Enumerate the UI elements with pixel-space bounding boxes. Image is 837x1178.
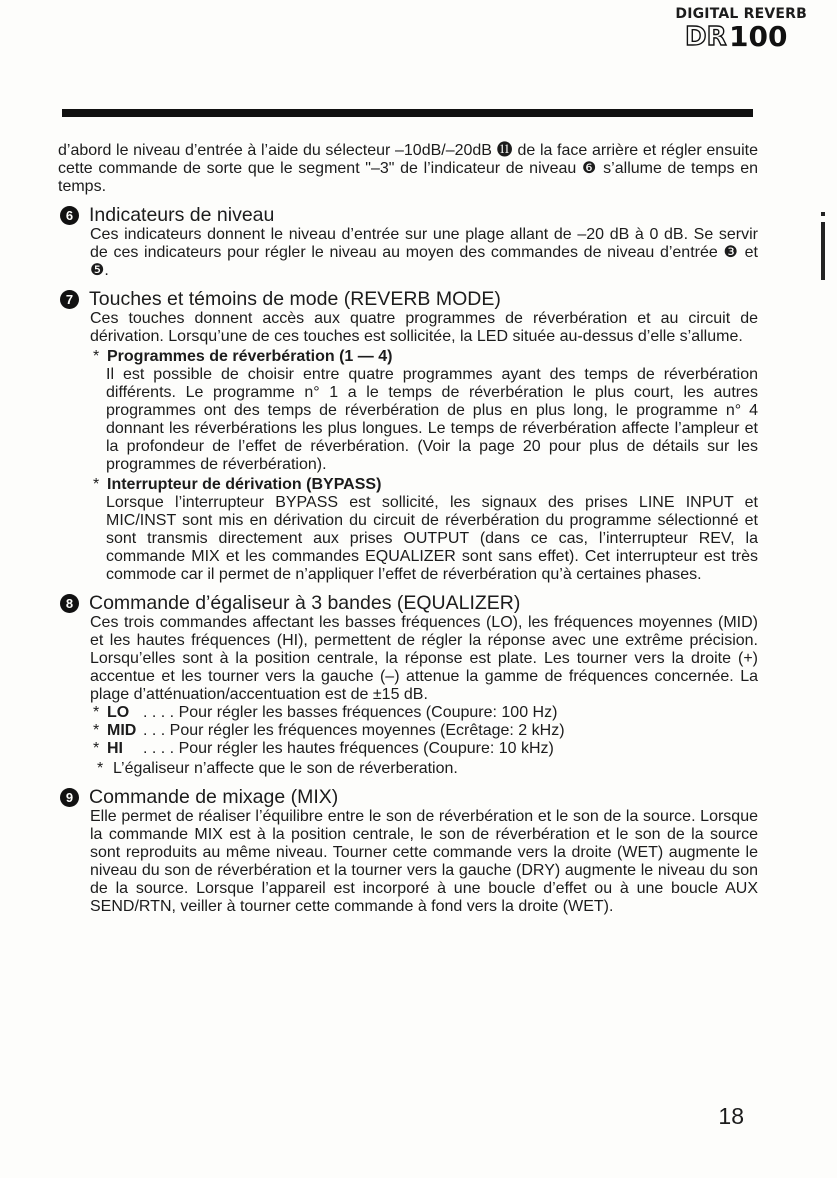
section-level-indicators: [58, 204, 758, 280]
svg-text:DR: DR: [685, 23, 727, 49]
eq-note: * L’égaliseur n’affecte que le son de réverberation.: [97, 760, 458, 777]
eq-text: . . . . Pour régler les basses fréquences (Coupure: 100 Hz): [143, 704, 558, 721]
section-body: Ces touches donnent accès aux quatre programmes de réverbération et au circuit de dérivation. Lorsqu’une de ces touches est sollicitée, la LED située au-dessus d’elle s’allume.: [90, 310, 758, 345]
svg-text:100: 100: [729, 23, 788, 49]
section-number-badge: 7: [60, 290, 79, 309]
page-number: 18: [718, 1103, 744, 1129]
section-title: Commande d’égaliseur à 3 bandes (EQUALIZER): [89, 592, 521, 614]
eq-key: MID: [107, 722, 137, 739]
section-body: Elle permet de réaliser l’équilibre entre le son de réverbération et le son de la source. Lorsque la commande MIX est à la position centrale, le son de réverbération et le son de la source sont reproduits au même niveau. Tourner cette commande vers la droite (WET) augmente le niveau du son de réverbération et la tourner vers la gauche (DRY) augmente le niveau du son de la source. Lorsque l’appareil est incorporé à une boucle d’effet ou à une boucle AUX SEND/RTN, veiller à tourner cette commande à fond vers la droite (WET).: [90, 808, 758, 915]
brand-label: DIGITAL REVERB: [675, 6, 807, 22]
eq-text: . . . . Pour régler les hautes fréquences (Coupure: 10 kHz): [143, 740, 554, 757]
page-content: [58, 142, 758, 916]
subsection-body: Il est possible de choisir entre quatre programmes ayant des temps de réverbération différents. Le programme n° 1 a le temps de réverbération le plus court, les autres programmes ont des temps de réverbération de plus en plus long, le programme n° 4 donnant les réverbérations les plus longues. Le temps de réverbération affecte l’ampleur et la profondeur de l’effet de réverbération. (Voir la page 20 pour plus de détails sur les programmes de réverbération).: [106, 366, 758, 473]
section-number-badge: 6: [60, 206, 79, 225]
section-body: Ces indicateurs donnent le niveau d’entrée sur une plage allant de –20 dB à 0 dB. Se servir de ces indicateurs pour régler le niveau au moyen des commandes de niveau d’entrée ❸ et ❺.: [90, 226, 758, 279]
section-number-badge: 8: [60, 594, 79, 613]
model-logo: [675, 23, 807, 54]
eq-bullet-hi: * HI . . . . Pour régler les hautes fréquences (Coupure: 10 kHz): [93, 740, 554, 757]
section-number-badge: 9: [60, 788, 79, 807]
section-body: Ces trois commandes affectant les basses fréquences (LO), les fréquences moyennes (MID) et les hautes fréquences (HI), permettent de régler la réponse avec une extrême précision. Lorsqu’elles sont à la position centrale, la réponse est plate. Les tourner vers la droite (+) accentue et les tourner vers la gauche (–) attenue la gamme de fréquences concernée. La plage d’atténuation/accentuation est de ±15 dB.: [90, 614, 758, 703]
eq-bullet-mid: * MID . . . Pour régler les fréquences moyennes (Ecrêtage: 2 kHz): [93, 722, 565, 739]
eq-note-text: L’égaliseur n’affecte que le son de réverberation.: [113, 760, 458, 777]
eq-key: HI: [107, 740, 123, 757]
section-title: Touches et témoins de mode (REVERB MODE): [89, 288, 501, 310]
section-title: Commande de mixage (MIX): [89, 786, 339, 808]
scan-edge-mark: [821, 212, 825, 216]
eq-key: LO: [107, 704, 130, 721]
intro-paragraph: d’abord le niveau d’entrée à l’aide du sélecteur –10dB/–20dB ⓫ de la face arrière et régler ensuite cette commande de sorte que le segment "–3" de l’indicateur de niveau ❻ s’allume de temps en temps.: [58, 142, 758, 195]
scan-edge-mark: [821, 222, 825, 280]
page-header: [675, 6, 807, 54]
header-rule: [62, 109, 753, 117]
subsection-title: Interrupteur de dérivation (BYPASS): [107, 476, 382, 493]
eq-bullet-lo: * LO . . . . Pour régler les basses fréquences (Coupure: 100 Hz): [93, 704, 558, 721]
section-reverb-mode: [58, 288, 758, 584]
eq-text: . . . Pour régler les fréquences moyennes (Ecrêtage: 2 kHz): [143, 722, 565, 739]
subsection-title: Programmes de réverbération (1 — 4): [107, 348, 393, 365]
subsection-body: Lorsque l’interrupteur BYPASS est sollicité, les signaux des prises LINE INPUT et MIC/INST sont mis en dérivation du circuit de réverbération du programme sélectionné et sont transmis directement aux prises OUTPUT (dans ce cas, l’interrupteur REV, la commande MIX et les commandes EQUALIZER sont sans effet). Cet interrupteur est très commode car il permet de n’appliquer l’effet de réverbération qu’à certaines phases.: [106, 494, 758, 583]
subsection-programs: * Programmes de réverbération (1 — 4) Il est possible de choisir entre quatre programmes ayant des temps de réverbération différents. Le programme n° 1 a le temps de réverbération le plus court, les autres programmes ont des temps de réverbération de plus en plus long, le programme n° 4 donnant les réverbérations les plus longues. Le temps de réverbération affecte l’ampleur et la profondeur de l’effet de réverbération. (Voir la page 20 pour plus de détails sur les programmes de réverbération).: [93, 348, 758, 473]
subsection-bypass: * Interrupteur de dérivation (BYPASS) Lorsque l’interrupteur BYPASS est sollicité, les signaux des prises LINE INPUT et MIC/INST sont mis en dérivation du circuit de réverbération du programme sélectionné et sont transmis directement aux prises OUTPUT (dans ce cas, l’interrupteur REV, la commande MIX et les commandes EQUALIZER sont sans effet). Cet interrupteur est très commode car il permet de n’appliquer l’effet de réverbération qu’à certaines phases.: [93, 476, 758, 583]
section-title: Indicateurs de niveau: [89, 204, 275, 226]
section-equalizer: [58, 592, 758, 778]
section-mix: [58, 786, 758, 916]
